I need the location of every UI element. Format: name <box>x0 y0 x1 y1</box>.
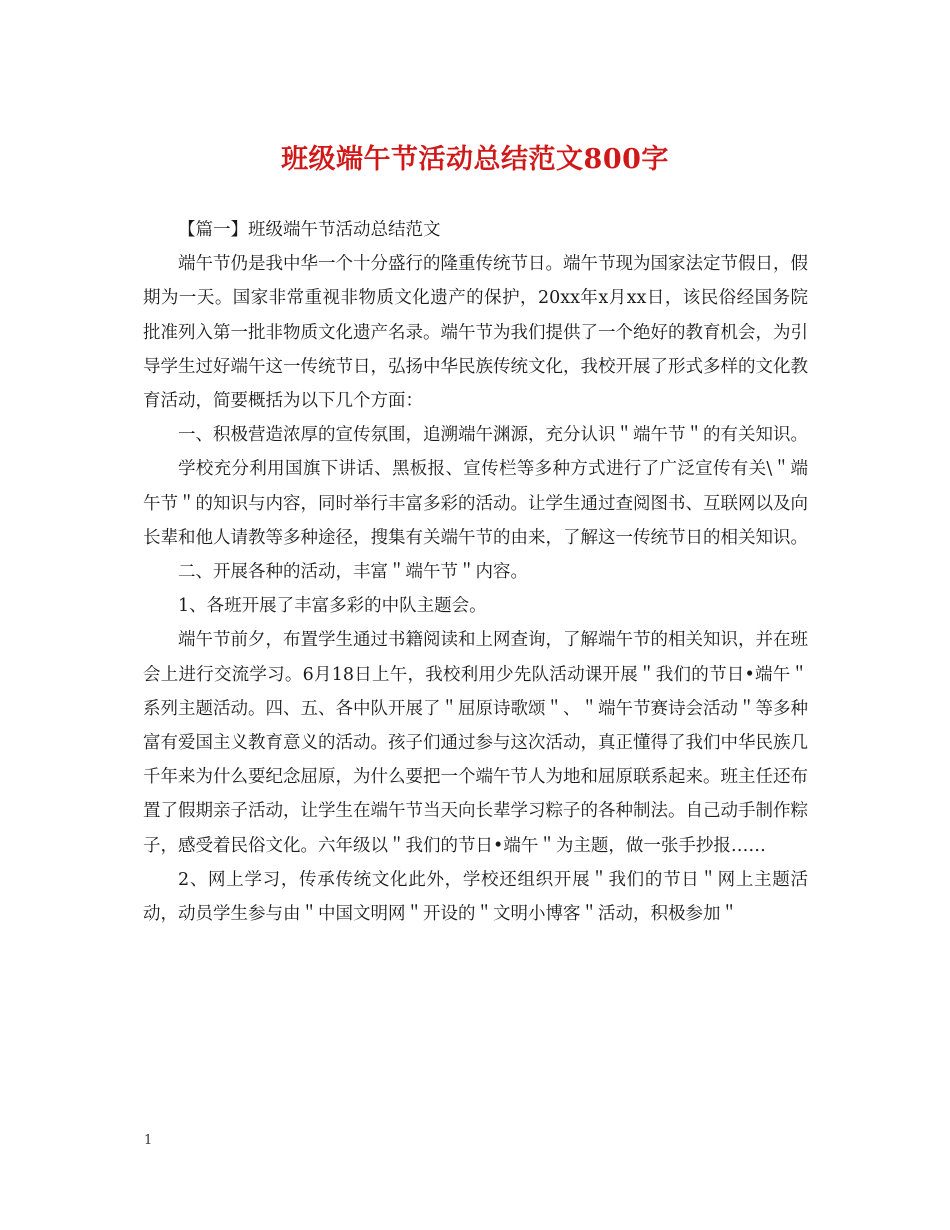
paragraph: 二、开展各种的活动，丰富＂端午节＂内容。 <box>178 562 528 583</box>
paragraph: 端午节前夕，布置学生通过书籍阅读和上网查询，了解端午节的相关知识，并在班会上进行交流学习。6月18日上午，我校利用少先队活动课开展＂我们的节日•端午＂系列主题活动。四、五、各中队开展了＂屈原诗歌颂＂、＂端午节赛诗会活动＂等多种富有爱国主义教育意义的活动。孩子们通过参与这次活动，真正懂得了我们中华民族几千年来为什么要纪念屈原，为什么要把一个端午节人为地和屈原联系起来。班主任还布置了假期亲子活动，让学生在端午节当天向长辈学习粽子的各种制法。自己动手制作粽子，感受着民俗文化。六年级以＂我们的节日•端午＂为主题，做一张手抄报…… <box>143 630 808 856</box>
document-body <box>143 213 808 931</box>
paragraph: 一、积极营造浓厚的宣传氛围，追溯端午渊源，充分认识＂端午节＂的有关知识。 <box>178 425 808 446</box>
page-number: 1 <box>144 1133 153 1148</box>
document-title: 班级端午节活动总结范文800字 <box>281 144 669 175</box>
section-heading: 【篇一】班级端午节活动总结范文 <box>178 220 441 240</box>
paragraph: 1、各班开展了丰富多彩的中队主题会。 <box>178 596 487 617</box>
paragraph: 2、网上学习，传承传统文化此外，学校还组织开展＂我们的节日＂网上主题活动，动员学生参与由＂中国文明网＂开设的＂文明小博客＂活动，积极参加＂ <box>143 869 808 925</box>
paragraph: 端午节仍是我中华一个十分盛行的隆重传统节日。端午节现为国家法定节假日，假期为一天。国家非常重视非物质文化遗产的保护，20xx年x月xx日，该民俗经国务院批准列入第一批非物质文化遗产名录。端午节为我们提供了一个绝好的教育机会，为引导学生过好端午这一传统节日，弘扬中华民族传统文化，我校开展了形式多样的文化教育活动，简要概括为以下几个方面： <box>143 254 808 412</box>
paragraph: 学校充分利用国旗下讲话、黑板报、宣传栏等多种方式进行了广泛宣传有关\＂端午节＂的知识与内容，同时举行丰富多彩的活动。让学生通过查阅图书、互联网以及向长辈和他人请教等多种途径，搜集有关端午节的由来，了解这一传统节日的相关知识。 <box>143 459 808 548</box>
